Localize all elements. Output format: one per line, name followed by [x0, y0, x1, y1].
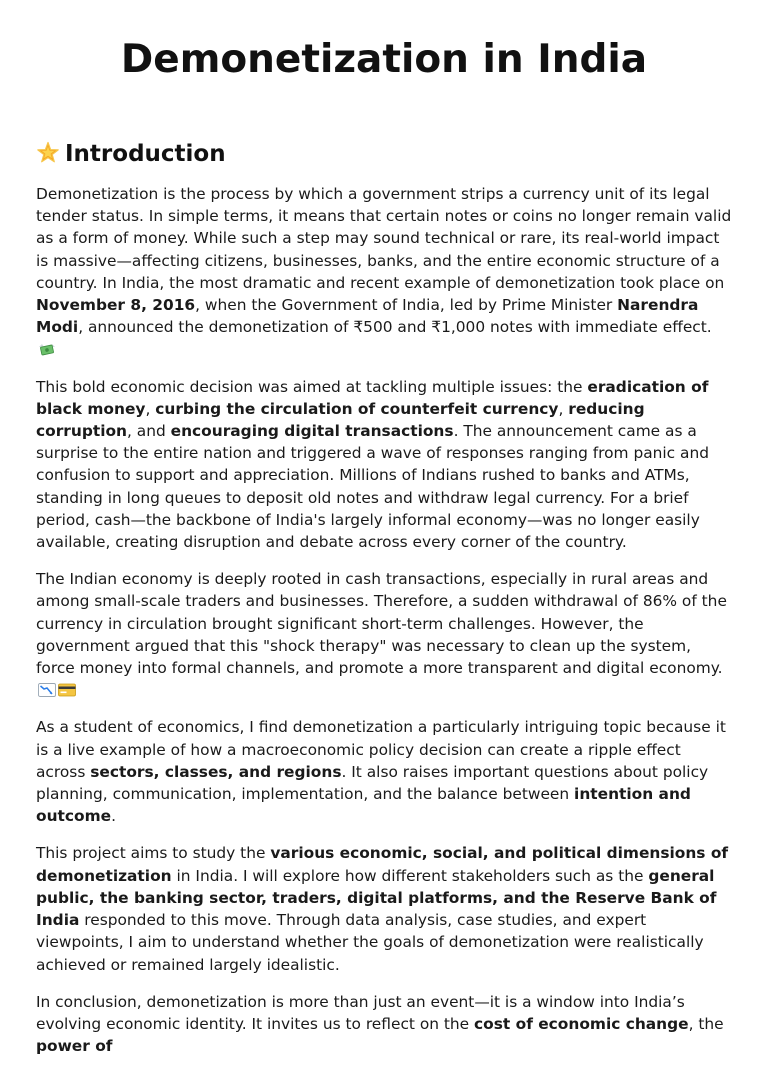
document-body	[36, 183, 734, 1072]
glowing-star-icon	[36, 141, 60, 165]
chart-decreasing-icon	[38, 681, 56, 695]
bold-text: sectors, classes, and regions	[90, 762, 342, 781]
paragraph	[36, 183, 734, 361]
page-title: Demonetization in India	[120, 37, 648, 82]
bold-text: power of	[36, 1037, 113, 1056]
text-span: , when the Government of India, led by Prime Minister	[195, 296, 618, 315]
bold-text: various economic, social, and political dimensions of demonetization	[36, 844, 729, 885]
text-span: This project aims to study the	[36, 844, 271, 863]
bold-text: reducing corruption	[36, 399, 645, 441]
text-span: .	[111, 807, 116, 826]
text-span: The Indian economy is deeply rooted in cash transactions, especially in rural areas and among small-scale traders and businesses. Therefore, a sudden withdrawal of 86% of the currency in circulation brought significant short-term challenges. However, the government argued that this "shock therapy" was necessary to clean up the system, force money into formal channels, and promote a more transparent and digital economy.	[36, 570, 727, 678]
bold-text: intention and outcome	[36, 785, 691, 826]
text-span: responded to this move. Through data analysis, case studies, and expert viewpoints, I aim to understand whether the goals of demonetization were realistically achieved or remained largely idealistic.	[36, 911, 704, 974]
bold-text: eradication of black money	[36, 377, 709, 418]
paragraph	[36, 376, 734, 554]
text-span: in India. I will explore how different stakeholders such as the	[171, 866, 649, 885]
text-span: , and	[127, 422, 171, 441]
paragraph	[36, 568, 734, 701]
bold-text: November 8, 2016	[36, 296, 196, 315]
text-span: This bold economic decision was aimed at tackling multiple issues: the	[36, 377, 588, 396]
money-with-wings-icon	[38, 340, 56, 354]
text-span: , the	[688, 1014, 724, 1033]
section-heading-label: Introduction	[65, 141, 226, 167]
text-span: As a student of economics, I find demonetization a particularly intriguing topic because it is a live example of how a macroeconomic policy decision can create a ripple effect across	[36, 718, 726, 781]
bold-text: general public, the banking sector, traders, digital platforms, and the Reserve Bank of India	[36, 866, 717, 930]
paragraph	[36, 842, 734, 975]
text-span: ,	[145, 399, 156, 418]
section-heading-introduction	[36, 138, 226, 170]
paragraph	[36, 991, 734, 1058]
text-span: , announced the demonetization of ₹500 and ₹1,000 notes with immediate effect.	[78, 318, 712, 337]
text-span: . It also raises important questions about policy planning, communication, implementation, and the balance between	[36, 762, 709, 804]
paragraph	[36, 716, 734, 827]
bold-text: encouraging digital transactions	[170, 422, 454, 441]
credit-card-icon	[58, 681, 76, 695]
text-span: In conclusion, demonetization is more than just an event—it is a window into India’s evolving economic identity. It invites us to reflect on the	[36, 992, 685, 1033]
text-span: Demonetization is the process by which a government strips a currency unit of its legal tender status. In simple terms, it means that certain notes or coins no longer remain valid as a form of money. While such a step may sound technical or rare, its real-world impact is massive—affecting citizens, businesses, banks, and the entire economic structure of a country. In India, the most dramatic and recent example of demonetization took place on	[36, 185, 732, 292]
bold-text: Narendra Modi	[36, 296, 699, 337]
bold-text: cost of economic change	[474, 1014, 689, 1033]
text-span: ,	[558, 399, 569, 418]
bold-text: curbing the circulation of counterfeit currency	[155, 399, 559, 418]
text-span: . The announcement came as a surprise to the entire nation and triggered a wave of responses ranging from panic and confusion to support and appreciation. Millions of Indians rushed to banks and ATMs, standing in long queues to deposit old notes and withdraw legal currency. For a brief period, cash—the backbone of India's largely informal economy—was no longer easily available, creating disruption and debate across every corner of the country.	[36, 422, 709, 552]
